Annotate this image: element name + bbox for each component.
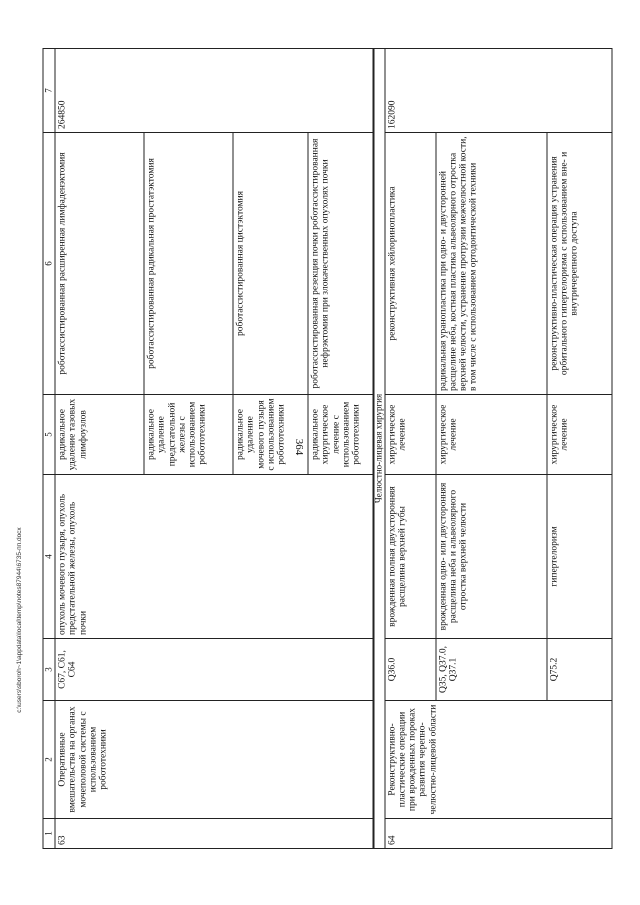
row-number: 63 [55,819,374,849]
cost: 264850 [55,49,374,133]
diagnosis-codes: Q36.0 [385,639,436,701]
rotated-table-sheet [43,49,598,849]
treatment-type: радикальное удаление предстательной железы с использованием робототехники [144,395,233,475]
treatment-method: реконструктивно-пластическая операция устранения орбитального гипертелоризма с использованием вне- и внутричерепного доступа [547,133,612,395]
header-col-3: 3 [43,639,55,701]
table-row [55,49,144,849]
table-row [385,49,436,849]
header-col-5: 5 [43,395,55,475]
treatment-type: хирургическое лечение [547,395,612,475]
patient-model: гипертелоризм [547,475,612,639]
treatment-method: реконструктивная хейлоринопластика [385,133,436,395]
header-col-4: 4 [43,475,55,639]
patient-model: опухоль мочевого пузыря, опухоль предстательной железы, опухоль почки [55,475,374,639]
treatment-method: роботассистированная цистэктомия [233,133,308,395]
header-col-7: 7 [43,49,55,133]
row-number: 64 [385,819,612,849]
diagnosis-codes: Q35, Q37.0, Q37.1 [436,639,547,701]
treatment-method: роботассистированная радикальная простатэктомия [144,133,233,395]
treatment-type: хирургическое лечение [385,395,436,475]
treatment-type: радикальное удаление тазовых лимфоузлов [55,395,144,475]
page-number: 364 [293,438,305,456]
treatment-type: радикальное удаление мочевого пузыря с использованием робототехники [233,395,308,475]
header-col-1: 1 [43,819,55,849]
header-col-2: 2 [43,701,55,819]
patient-model: врожденная полная двухсторонняя расщелина верхней губы [385,475,436,639]
procedure-group: Оперативные вмешательства на органах мочеполовой системы с использованием робототехники [55,701,374,819]
procedure-group: Реконструктивно-пластические операции при врожденных пороках развития черепно-челюстно-лицевой области [385,701,612,819]
diagnosis-codes: C67, C61, C64 [55,639,374,701]
treatment-method: роботассистированная резекция почки роботассистированная нефрэктомия при злокачественных опухолях почки [308,133,374,395]
patient-model: врожденная одно- или двусторонняя расщелина неба и альвеолярного отростка верхней челюсти [436,475,547,639]
cost: 162090 [385,49,612,133]
diagnosis-codes: Q75.2 [547,639,612,701]
header-col-6: 6 [43,133,55,395]
section-title: Челюстно-лицевая хирургия [374,49,385,849]
header-row [43,49,55,849]
treatment-method: роботассистированная расширенная лимфаденэктомия [55,133,144,395]
treatment-method: радикальная уранопластика при одно- и двусторонней расщелине неба, костная пластика альвеолярного отростка верхней челюсти, устранение протрузии межчелюстной кости, в том числе с использованием ортодонтической техники [436,133,547,395]
treatment-type: радикальное хирургическое лечение с использованием робототехники [308,395,374,475]
footer-file-path: c:\users\sboroh~1\appdata\local\temp\notes87944\6735-пп.docx [16,527,23,713]
treatment-type: хирургическое лечение [436,395,547,475]
procedures-table [43,48,613,849]
section-row [374,49,385,849]
